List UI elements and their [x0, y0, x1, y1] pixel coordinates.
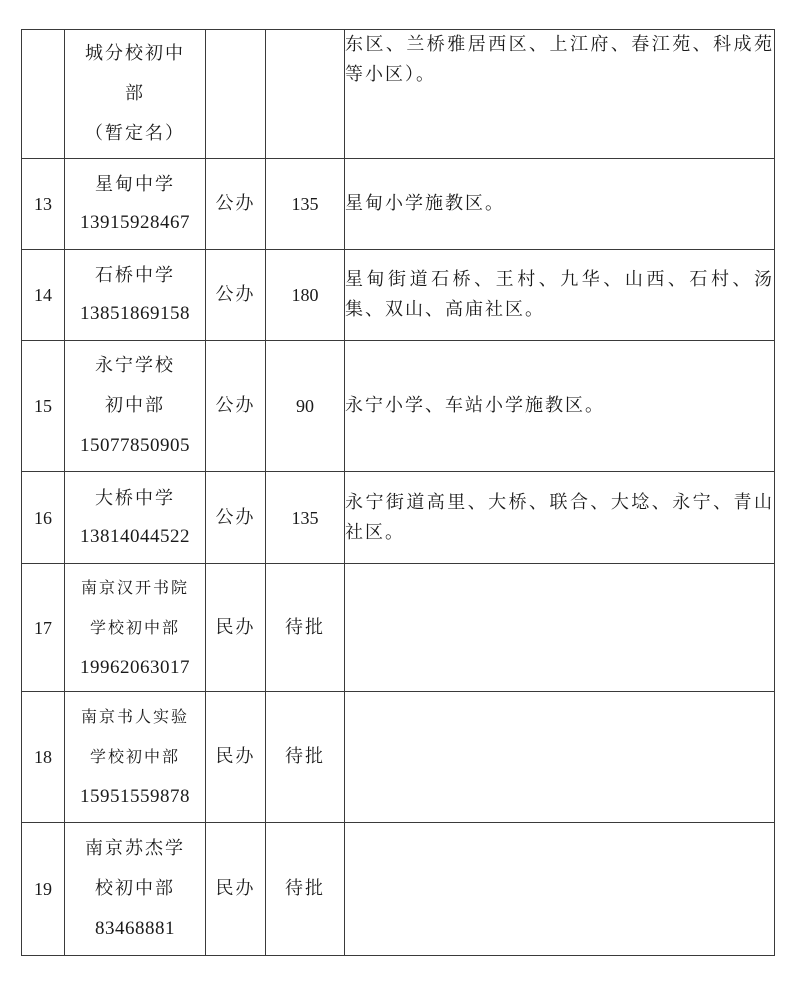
school-cell [65, 472, 206, 564]
table-row [22, 564, 775, 692]
school-phone: 15951559878 [80, 786, 190, 807]
school-name-line: 部 [125, 83, 145, 104]
school-name-line: 学校初中部 [89, 747, 180, 766]
school-phone: 13851869158 [80, 303, 190, 324]
table-row [22, 341, 775, 472]
school-name-line: 校初中部 [95, 878, 175, 899]
school-name-line: 初中部 [105, 395, 165, 416]
catchment-area: 东区、兰桥雅居西区、上江府、春江苑、科成苑等小区）。 [345, 30, 775, 159]
school-type: 公办 [206, 159, 266, 250]
school-name-line: 南京书人实验 [80, 707, 189, 726]
catchment-area: 星甸街道石桥、王村、九华、山西、石村、汤集、双山、高庙社区。 [345, 250, 775, 341]
school-phone: 13814044522 [80, 525, 190, 547]
school-name-line: 学校初中部 [89, 617, 180, 637]
catchment-area [345, 564, 775, 692]
row-number: 15 [22, 341, 65, 472]
school-name-line: 永宁学校 [95, 355, 175, 376]
row-number: 19 [22, 823, 65, 956]
school-cell [65, 159, 206, 250]
row-number: 16 [22, 472, 65, 564]
enrollment-quota: 待批 [266, 564, 345, 692]
row-number: 13 [22, 159, 65, 250]
table-row [22, 692, 775, 823]
school-phone: 83468881 [95, 918, 175, 939]
school-name-line: （暂定名） [85, 123, 185, 144]
school-type: 民办 [206, 564, 266, 692]
enrollment-quota: 待批 [266, 692, 345, 823]
school-name-line: 南京苏杰学 [85, 838, 185, 859]
school-cell [65, 341, 206, 472]
enrollment-quota [266, 30, 345, 159]
enrollment-quota: 180 [266, 250, 345, 341]
school-cell [65, 823, 206, 956]
row-number: 14 [22, 250, 65, 341]
school-name-line: 星甸中学 [95, 174, 175, 195]
school-type: 公办 [206, 341, 266, 472]
table-row [22, 823, 775, 956]
school-type: 公办 [206, 250, 266, 341]
school-name-line: 南京汉开书院 [80, 577, 189, 597]
row-number: 17 [22, 564, 65, 692]
catchment-area: 永宁街道高里、大桥、联合、大埝、永宁、青山社区。 [345, 472, 775, 564]
school-name-line: 城分校初中 [85, 43, 185, 64]
table-row [22, 30, 775, 159]
catchment-area [345, 823, 775, 956]
school-cell [65, 250, 206, 341]
school-name-line: 大桥中学 [95, 487, 175, 509]
enrollment-quota: 待批 [266, 823, 345, 956]
school-type [206, 30, 266, 159]
enrollment-quota: 135 [266, 472, 345, 564]
school-phone: 13915928467 [80, 212, 190, 233]
table-row [22, 472, 775, 564]
enrollment-quota: 90 [266, 341, 345, 472]
table-row [22, 159, 775, 250]
school-cell [65, 564, 206, 692]
catchment-area: 星甸小学施教区。 [345, 159, 775, 250]
school-type: 公办 [206, 472, 266, 564]
enrollment-quota: 135 [266, 159, 345, 250]
school-cell [65, 30, 206, 159]
school-cell [65, 692, 206, 823]
row-number: 18 [22, 692, 65, 823]
table-row [22, 250, 775, 341]
school-type: 民办 [206, 692, 266, 823]
school-type: 民办 [206, 823, 266, 956]
school-phone: 15077850905 [80, 435, 190, 456]
school-name-line: 石桥中学 [95, 265, 175, 286]
catchment-area: 永宁小学、车站小学施教区。 [345, 341, 775, 472]
school-phone: 19962063017 [80, 656, 190, 678]
catchment-area [345, 692, 775, 823]
row-number [22, 30, 65, 159]
enrollment-table [21, 29, 775, 956]
